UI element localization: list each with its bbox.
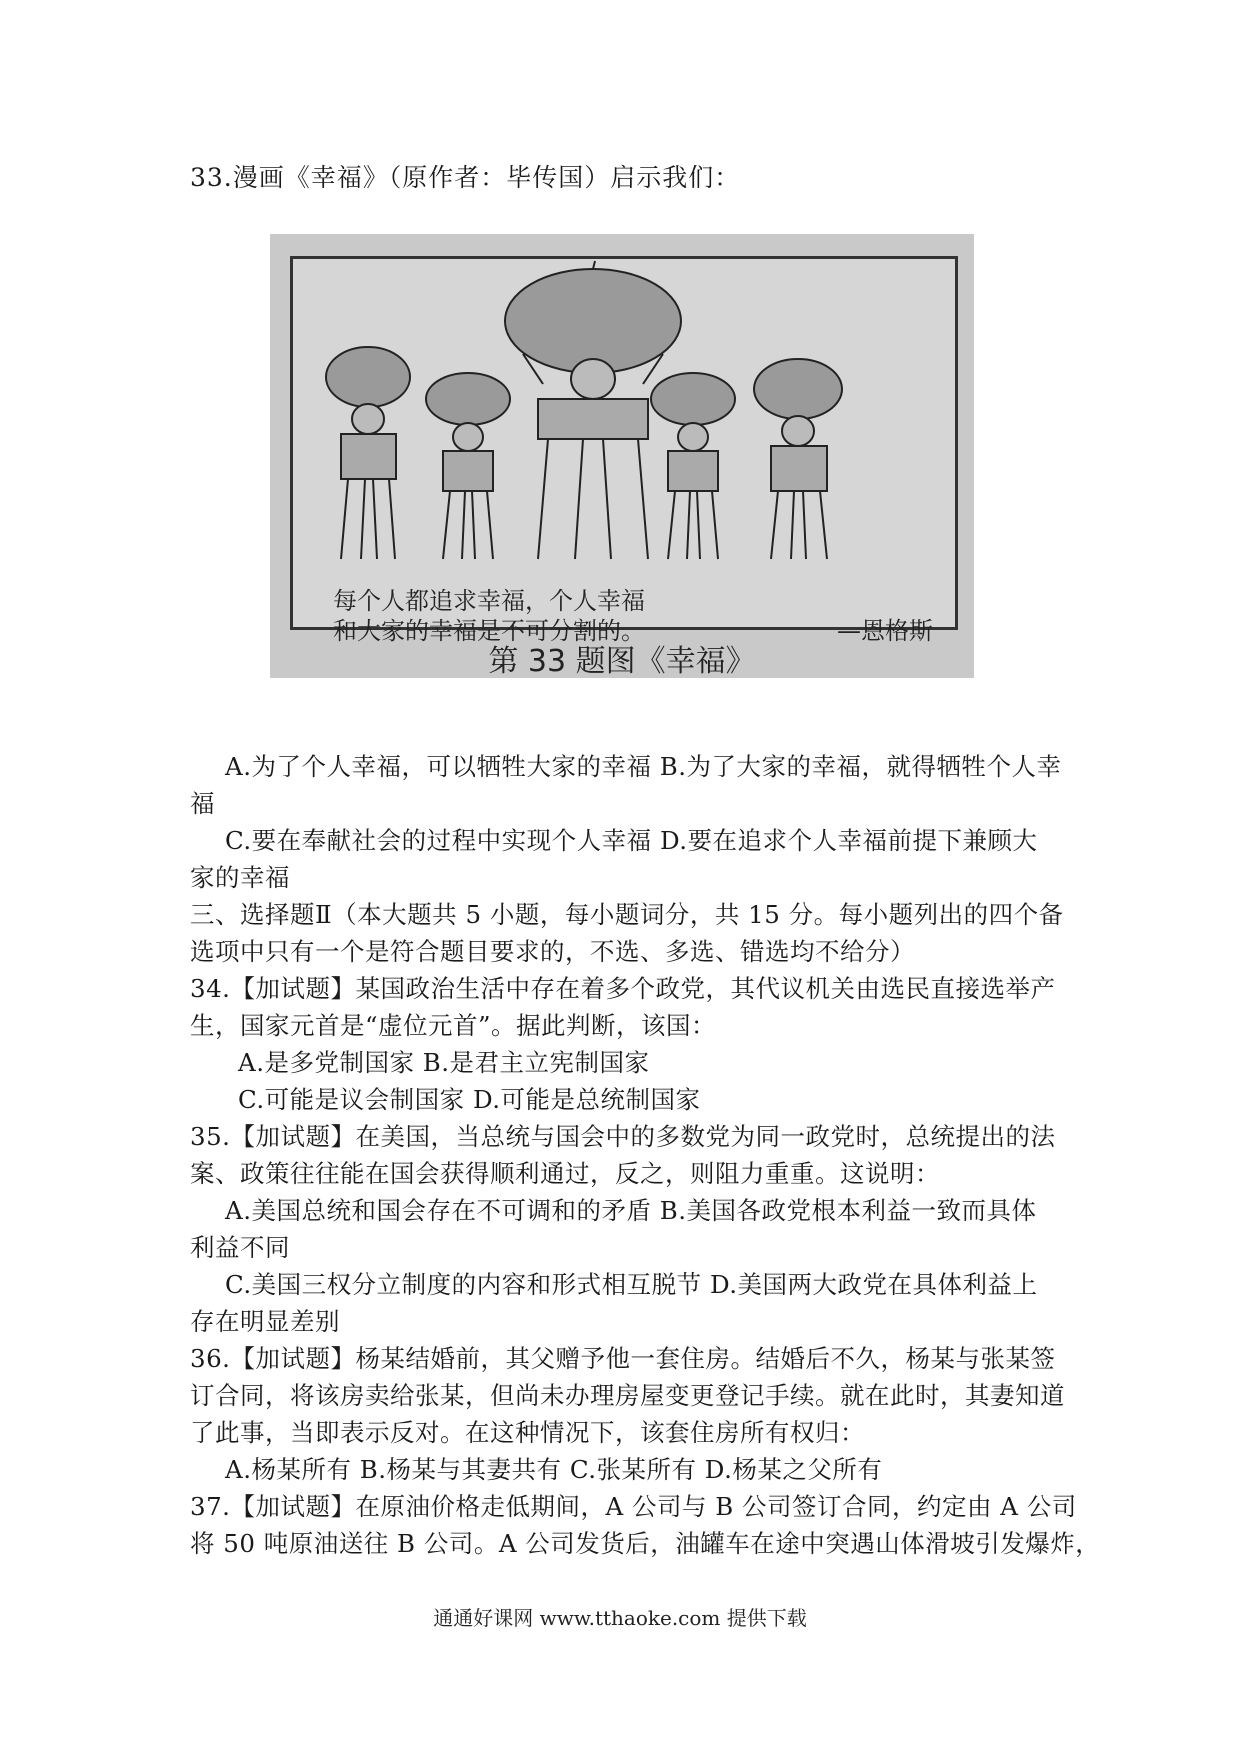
section-3-line-2: 选项中只有一个是符合题目要求的，不选、多选、错选均不给分）: [190, 937, 915, 966]
q34-line-1: 34.【加试题】某国政治生活中存在着多个政党，其代议机关由选民直接选举产: [190, 974, 1056, 1003]
figure-left-2: [426, 373, 510, 559]
q35-line-1: 35.【加试题】在美国，当总统与国会中的多数党为同一政党时，总统提出的法: [190, 1122, 1056, 1151]
figure-label: 第 33 题图《幸福》: [488, 644, 756, 679]
cartoon-figure: [270, 234, 974, 678]
q33-options-line-3: C.要在奉献社会的过程中实现个人幸福 D.要在追求个人幸福前提下兼顾大: [225, 826, 1038, 855]
q37-line-1: 37.【加试题】在原油价格走低期间，A 公司与 B 公司签订合同，约定由 A 公司: [190, 1492, 1077, 1521]
q35-options-line-4: 存在明显差别: [190, 1307, 340, 1336]
question-35: [190, 1118, 1060, 1340]
q33-options-line-2: 福: [190, 789, 215, 818]
question-33-title: 33.漫画《幸福》（原作者：毕传国）启示我们：: [190, 163, 741, 192]
question-34: [190, 970, 1060, 1118]
figure-right-1: [651, 373, 735, 559]
q34-options-line-2: C.可能是议会制国家 D.可能是总统制国家: [238, 1085, 701, 1114]
q37-line-2: 将 50 吨原油送往 B 公司。A 公司发货后，油罐车在途中突遇山体滑坡引发爆炸，: [190, 1529, 1101, 1558]
q35-options-line-2: 利益不同: [190, 1233, 290, 1262]
cartoon-caption-author: —恩格斯: [837, 617, 933, 645]
cartoon-caption-line-1: 每个人都追求幸福，个人幸福: [333, 587, 645, 615]
figure-right-2: [754, 359, 842, 559]
cartoon-caption-line-2: 和大家的幸福是不可分割的。: [333, 617, 645, 645]
q36-line-3: 了此事，当即表示反对。在这种情况下，该套住房所有权归：: [190, 1418, 865, 1447]
section-3-heading: [190, 896, 1064, 970]
section-3-line-1: 三、选择题Ⅱ（本大题共 5 小题，每小题词分，共 15 分。每小题列出的四个备: [190, 900, 1064, 929]
q35-options-line-3: C.美国三权分立制度的内容和形式相互脱节 D.美国两大政党在具体利益上: [225, 1270, 1038, 1299]
q36-line-1: 36.【加试题】杨某结婚前，其父赠予他一套住房。结婚后不久，杨某与张某签: [190, 1344, 1056, 1373]
figure-left-1: [326, 347, 410, 559]
question-36: [190, 1340, 1065, 1488]
q35-line-2: 案、政策往往能在国会获得顺利通过，反之，则阻力重重。这说明：: [190, 1159, 940, 1188]
q33-options-line-4: 家的幸福: [190, 863, 290, 892]
q34-options-line-1: A.是多党制国家 B.是君主立宪制国家: [238, 1048, 650, 1077]
question-37: [190, 1488, 1101, 1562]
page-footer: 通通好课网 www.tthaoke.com 提供下载: [433, 1606, 807, 1630]
cartoon-illustration: [293, 259, 955, 579]
q35-options-line-1: A.美国总统和国会存在不可调和的矛盾 B.美国各政党根本利益一致而具体: [225, 1196, 1037, 1225]
q36-line-2: 订合同，将该房卖给张某，但尚未办理房屋变更登记手续。就在此时，其妻知道: [190, 1381, 1065, 1410]
q33-options-line-1: A.为了个人幸福，可以牺牲大家的幸福 B.为了大家的幸福，就得牺牲个人幸: [225, 752, 1062, 781]
q36-options-line-1: A.杨某所有 B.杨某与其妻共有 C.张某所有 D.杨某之父所有: [225, 1455, 883, 1484]
question-33-options: [190, 748, 1060, 896]
cartoon-frame: [290, 256, 958, 645]
q34-line-2: 生，国家元首是“虚位元首”。据此判断，该国：: [190, 1011, 717, 1040]
